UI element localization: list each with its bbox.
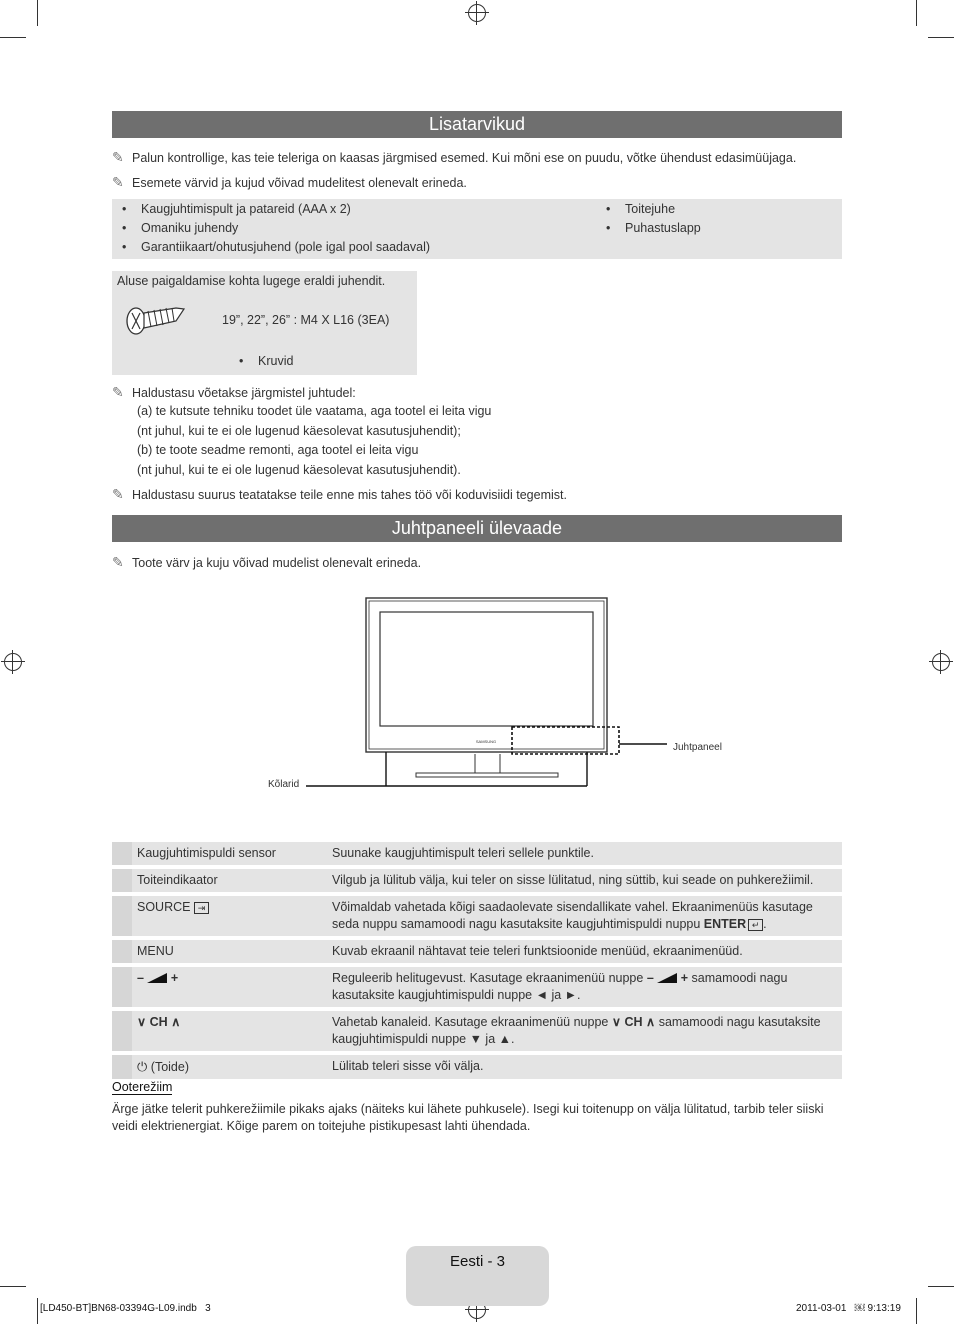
list-item: • Kaugjuhtimispult ja patareid (AAA x 2) <box>112 200 430 219</box>
volume-plus-icon: + <box>680 971 689 985</box>
source-icon: ⇥ <box>194 902 209 914</box>
chevron-up-icon: ∧ <box>171 1015 181 1029</box>
accessories-list-box <box>112 199 842 259</box>
crop-mark <box>916 0 917 26</box>
chevron-down-icon: ∨ <box>137 1015 147 1029</box>
note-fee-amount: ✎ Haldustasu suurus teatatakse teile enne mis tahes töö või koduvisiidi tegemist. <box>112 486 567 502</box>
chevron-down-icon: ∨ <box>611 1015 622 1029</box>
fee-line: (b) te toote seadme remonti, aga tootel ei leita vigu <box>137 443 419 457</box>
note-product-color: ✎ Toote värv ja kuju võivad mudelist olenevalt erineda. <box>112 554 422 570</box>
control-name: Kaugjuhtimispuldi sensor <box>132 842 327 865</box>
label-control-panel: Juhtpaneel <box>673 742 722 753</box>
pencil-note-icon: ✎ <box>112 486 124 502</box>
control-name-channel: ∨ CH ∧ <box>132 1011 327 1051</box>
table-row <box>112 1011 842 1051</box>
registration-mark-icon <box>468 4 486 22</box>
volume-minus-icon: – <box>646 971 654 985</box>
table-row <box>112 1055 842 1079</box>
pencil-note-icon: ✎ <box>112 384 124 400</box>
stand-screw-box <box>112 271 417 375</box>
control-desc: Lülitab teleri sisse või välja. <box>327 1055 842 1079</box>
crop-mark <box>928 1286 954 1287</box>
control-desc: Reguleerib helitugevust. Kasutage ekraanimenüü nuppe – + samamoodi nagu kasutaksite kaugjuhtimispuldi nuppe ◄ ja ►. <box>327 967 842 1007</box>
note-check-items: ✎ Palun kontrollige, kas teie teleriga on kaasas järgmised esemed. Kui mõni ese on puudu, võtke ühendust edasimüüjaga. <box>112 149 797 165</box>
control-table <box>112 838 842 1083</box>
control-desc: Kuvab ekraanil nähtavat teie teleri funktsioonide menüüd, ekraanimenüüd. <box>327 940 842 963</box>
power-icon: ⏻ <box>137 1059 148 1074</box>
chevron-up-icon: ∧ <box>646 1015 656 1029</box>
footer-timestamp: 2011-03-01 ￼ 9:13:19 <box>796 1303 901 1314</box>
section-title-control-panel: Juhtpaneeli ülevaade <box>112 515 842 542</box>
volume-ramp-icon <box>657 973 677 983</box>
control-desc: Võimaldab vahetada kõigi saadaolevate sisendallikate vahel. Ekraanimenüüs kasutage seda nuppu samamoodi nagu kasutaksite kaugjuhtimispuldi nuppu ENTER ↵ . <box>327 896 842 936</box>
table-row <box>112 940 842 963</box>
section-title-accessories: Lisatarvikud <box>112 111 842 138</box>
page-number-tab: Eesti - 3 <box>406 1246 549 1306</box>
screw-spec: 19”, 22”, 26” : M4 X L16 (3EA) <box>222 313 390 327</box>
list-item: • Kruvid <box>229 352 293 371</box>
list-item: • Toitejuhe <box>596 200 701 219</box>
tv-diagram <box>260 592 740 797</box>
control-desc: Vilgub ja lülitub välja, kui teler on sisse lülitatud, ning süttib, kui seade on puhkerežiimil. <box>327 869 842 892</box>
fee-line: (nt juhul, kui te ei ole lugenud käesolevat kasutusjuhendit); <box>137 424 461 438</box>
brand-logo: SAMSUNG <box>475 739 497 744</box>
list-item: • Omaniku juhendy <box>112 219 430 238</box>
crop-mark <box>0 37 26 38</box>
crop-mark <box>916 1298 917 1324</box>
control-name: SOURCE ⇥ <box>132 896 327 936</box>
table-row <box>112 842 842 865</box>
control-name: MENU <box>132 940 327 963</box>
volume-ramp-icon <box>147 973 167 983</box>
crop-mark <box>928 37 954 38</box>
screw-icon <box>124 299 188 339</box>
note-fee: ✎ Haldustasu võetakse järgmistel juhtudel: <box>112 384 356 400</box>
registration-mark-icon <box>932 653 950 671</box>
crop-mark <box>0 1286 26 1287</box>
volume-minus-icon: – <box>137 971 144 985</box>
crop-mark <box>37 0 38 26</box>
pencil-note-icon: ✎ <box>112 174 124 190</box>
accessories-list-left <box>112 200 430 257</box>
crop-mark <box>37 1298 38 1324</box>
table-row <box>112 869 842 892</box>
control-desc: Vahetab kanaleid. Kasutage ekraanimenüü nuppe ∨ CH ∧ samamoodi nagu kasutaksite kaugjuhtimispuldi nuppe ▼ ja ▲. <box>327 1011 842 1051</box>
table-row <box>112 967 842 1007</box>
fee-line: (a) te kutsute tehniku toodet üle vaatama, aga tootel ei leita vigu <box>137 404 492 418</box>
label-speakers: Kõlarid <box>268 779 300 790</box>
control-name-volume <box>132 967 327 1007</box>
control-name-power: ⏻ (Toide) <box>132 1055 327 1079</box>
registration-mark-icon <box>4 653 22 671</box>
stand-box-heading: Aluse paigaldamise kohta lugege eraldi juhendit. <box>117 274 386 288</box>
list-item: • Puhastuslapp <box>596 219 701 238</box>
screw-list <box>229 352 293 371</box>
pencil-note-icon: ✎ <box>112 554 124 570</box>
accessories-list-right <box>596 200 701 238</box>
list-item: • Garantiikaart/ohutusjuhend (pole igal pool saadaval) <box>112 238 430 257</box>
standby-text: Ärge jätke telerit puhkerežiimile pikaks ajaks (näiteks kui lähete puhkusele). Isegi kui toitenupp on välja lülitatud, tarbib teler siiski veidi elektrienergiat. Kõige parem on toitejuhe pistikupesast lahti ühendada. <box>112 1102 824 1133</box>
standby-title: Ooterežiim <box>112 1080 173 1094</box>
note-colors: ✎ Esemete värvid ja kujud võivad mudelitest olenevalt erineda. <box>112 174 467 190</box>
control-desc: Suunake kaugjuhtimispult teleri sellele punktile. <box>327 842 842 865</box>
footer-file-info: [LD450-BT]BN68-03394G-L09.indb 3 <box>40 1303 211 1314</box>
pencil-note-icon: ✎ <box>112 149 124 165</box>
table-row <box>112 896 842 936</box>
volume-plus-icon: + <box>170 971 179 985</box>
enter-icon: ↵ <box>748 919 763 931</box>
fee-line: (nt juhul, kui te ei ole lugenud käesolevat kasutusjuhendit). <box>137 463 461 477</box>
control-name: Toiteindikaator <box>132 869 327 892</box>
